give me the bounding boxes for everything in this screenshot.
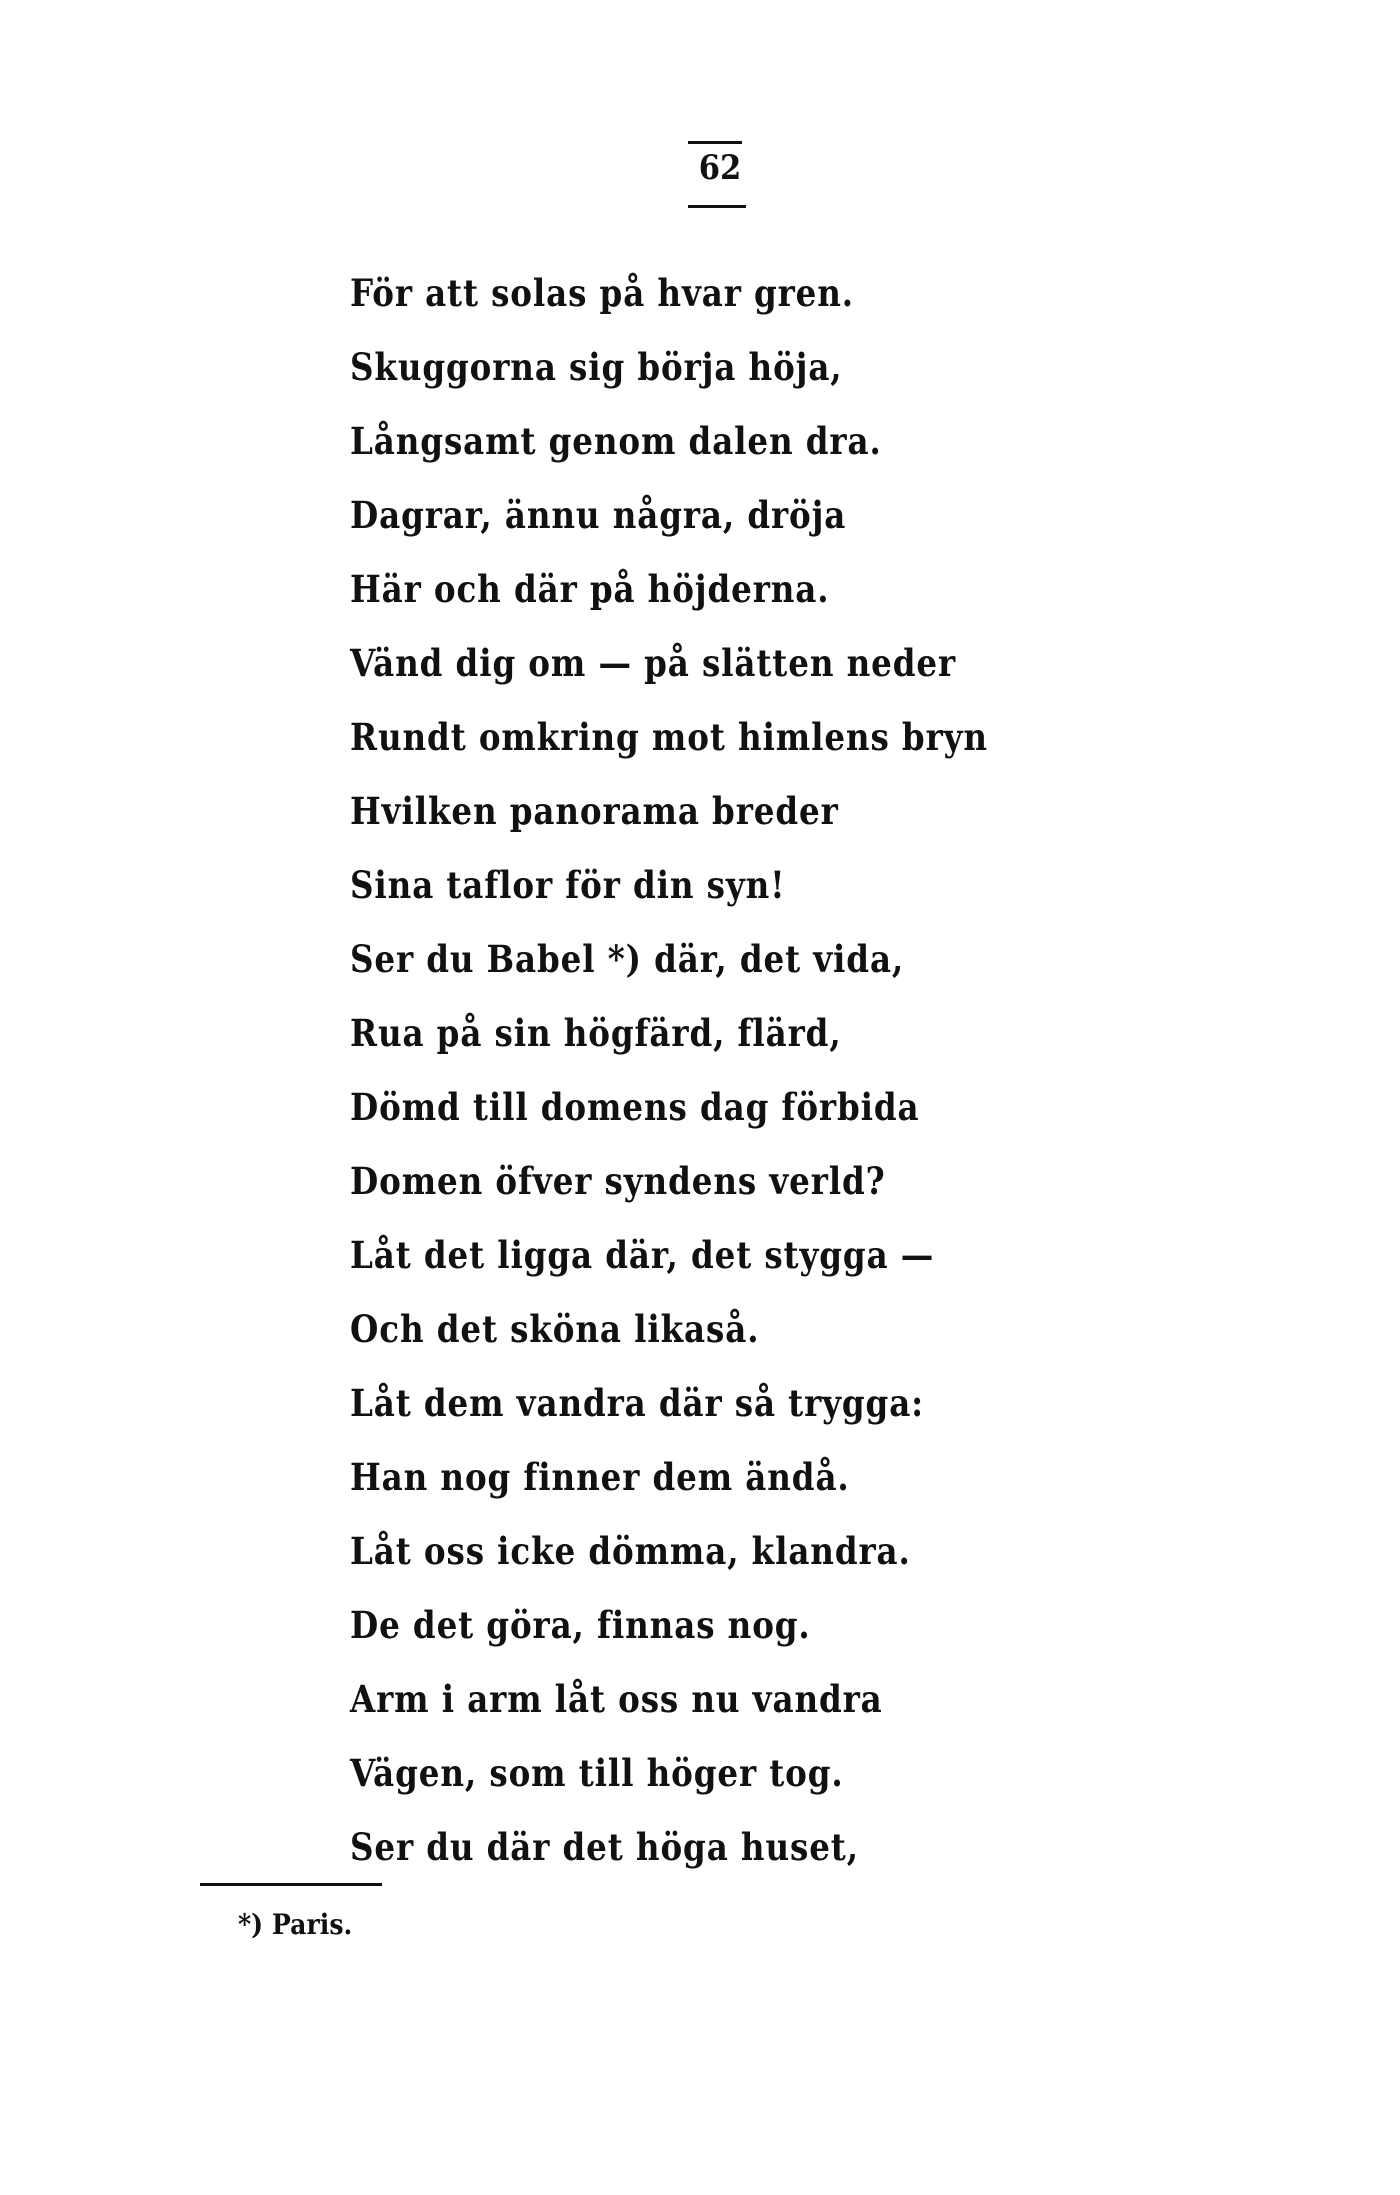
poem-line: Och det sköna likaså. bbox=[350, 1307, 760, 1351]
header-rule-top bbox=[688, 141, 742, 144]
poem-line: Skuggorna sig börja höja, bbox=[350, 345, 843, 389]
poem-line: Rundt omkring mot himlens bryn bbox=[350, 715, 988, 759]
poem-text bbox=[350, 268, 1150, 1896]
poem-line: Här och där på höjderna. bbox=[350, 567, 830, 611]
footnote-rule bbox=[200, 1883, 382, 1886]
poem-line: Dagrar, ännu några, dröja bbox=[350, 493, 847, 537]
poem-line: Vägen, som till höger tog. bbox=[350, 1751, 844, 1795]
page-number: 62 bbox=[698, 148, 742, 188]
poem-line: Arm i arm låt oss nu vandra bbox=[350, 1677, 883, 1721]
header-rule bbox=[688, 205, 746, 208]
poem-line: Låt dem vandra där så trygga: bbox=[350, 1381, 925, 1425]
poem-line: De det göra, finnas nog. bbox=[350, 1603, 811, 1647]
poem-line: Rua på sin högfärd, flärd, bbox=[350, 1011, 842, 1055]
footnote: *) Paris. bbox=[238, 1908, 353, 1941]
poem-line: Hvilken panorama breder bbox=[350, 789, 839, 833]
poem-line: Dömd till domens dag förbida bbox=[350, 1085, 920, 1129]
poem-line: Han nog finner dem ändå. bbox=[350, 1455, 850, 1499]
poem-line: Ser du där det höga huset, bbox=[350, 1825, 859, 1869]
poem-line: Vänd dig om — på slätten neder bbox=[350, 641, 957, 685]
poem-line: Låt det ligga där, det stygga — bbox=[350, 1233, 935, 1277]
poem-line: Domen öfver syndens verld? bbox=[350, 1159, 886, 1203]
poem-line: Ser du Babel *) där, det vida, bbox=[350, 937, 905, 981]
poem-line: Långsamt genom dalen dra. bbox=[350, 419, 882, 463]
poem-line: För att solas på hvar gren. bbox=[350, 271, 855, 315]
poem-line: Låt oss icke dömma, klandra. bbox=[350, 1529, 911, 1573]
poem-line: Sina taflor för din syn! bbox=[350, 863, 786, 907]
